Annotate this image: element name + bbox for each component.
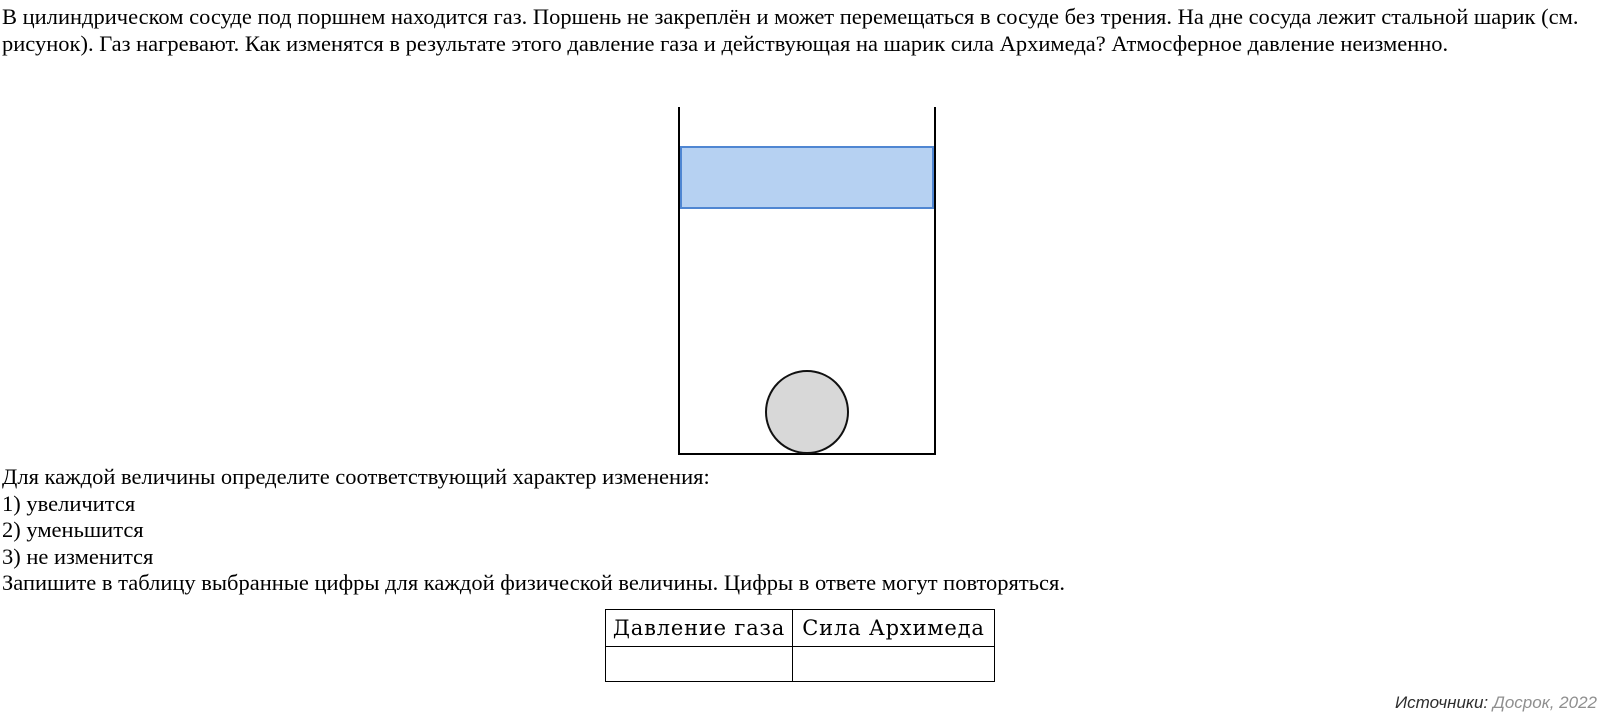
option-increase: 1) увеличится xyxy=(2,490,136,516)
answer-table-header-row xyxy=(606,610,995,647)
option-no-change: 3) не изменится xyxy=(2,543,154,569)
task-instruction: Для каждой величины определите соответствующий характер изменения: xyxy=(2,464,710,489)
task-note: Запишите в таблицу выбранные цифры для каждой физической величины. Цифры в ответе могут повторяться. xyxy=(2,570,1065,596)
sources-value: Досрок, 2022 xyxy=(1492,693,1597,712)
answer-table xyxy=(605,609,995,682)
piston xyxy=(681,147,933,208)
steel-ball xyxy=(766,371,848,453)
vessel-diagram xyxy=(677,107,937,457)
figure-vessel xyxy=(677,107,937,457)
problem-statement: В цилиндрическом сосуде под поршнем находится газ. Поршень не закреплён и может перемещаться в сосуде без трения. На дне сосуда лежит стальной шарик (см. рисунок). Газ нагревают. Как изменятся в результате этого давление газа и действующая на шарик сила Архимеда? Атмосферное давление неизменно. xyxy=(2,4,1579,56)
sources-footer xyxy=(1395,693,1597,713)
answer-cell-archimedes-force xyxy=(793,647,995,682)
sources-label: Источники: xyxy=(1395,693,1489,712)
answer-table-answer-row xyxy=(606,647,995,682)
option-decrease: 2) уменьшится xyxy=(2,517,144,543)
task-block xyxy=(2,464,1599,597)
column-header-gas-pressure: Давление газа xyxy=(606,610,793,647)
column-header-archimedes-force: Сила Архимеда xyxy=(793,610,995,647)
answer-cell-gas-pressure xyxy=(606,647,793,682)
